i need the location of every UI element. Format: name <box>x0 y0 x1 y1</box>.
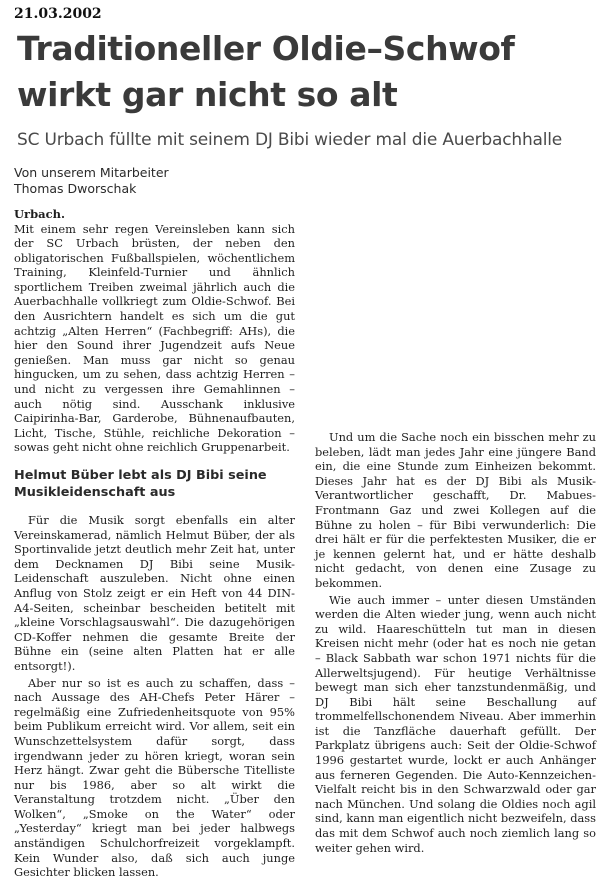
article-date: 21.03.2002 <box>14 6 102 22</box>
dateline: Urbach. <box>14 207 65 221</box>
headline-line-2: wirkt gar nicht so alt <box>17 75 398 114</box>
paragraph-music: Für die Musik sorgt ebenfalls ein alter Vereinskamerad, nämlich Helmut Büber, der als Sportinvalide jetzt deutlich mehr Zeit hat, unter dem Decknamen DJ Bibi seine Musik-Leidenschaft auszuleben. Nicht ohne einen Anflug von Stolz zeigt er ein Heft von 44 DIN-A4-Seiten, scheinbar bescheiden betitelt mit „kleine Vorschlagsauswahl“. Die dazugehörigen CD-Koffer nehmen die gesamte Breite der Bühne ein (seine alten Platten hat er alle entsorgt!). <box>14 513 295 673</box>
headline-line-1: Traditioneller Oldie–Schwof <box>17 29 515 68</box>
article-column-right <box>315 165 596 855</box>
byline-line-1: Von unserem Mitarbeiter <box>14 165 169 180</box>
byline-author: Thomas Dworschak <box>14 181 137 196</box>
section-subheading: Helmut Büber lebt als DJ Bibi seine Musikleidenschaft aus <box>14 468 267 500</box>
paragraph-intro: Mit einem sehr regen Vereinsleben kann sich der SC Urbach brüsten, der neben den obligatorischen Fußballspielen, wöchentlichem Training, Kleinfeld-Turnier und ähnlich sportlichem Treiben zweimal jährlich auch die Auerbachhalle vollkriegt zum Oldie-Schwof. Bei den Ausrichtern handelt es sich um die gut achtzig „Alten Herren“ (Fachbegriff: AHs), die hier den Sound ihrer Jugendzeit aufs Neue genießen. Man muss gar nicht so genau hingucken, um zu sehen, dass achtzig Herren – und nicht zu vergessen ihre Gemahlinnen – auch nötig sind. Ausschank inklusive Caipirinha-Bar, Garderobe, Bühnenaufbauten, Licht, Tische, Stühle, reichliche Dekoration – sowas geht nicht ohne reichlich Gruppenarbeit. <box>14 221 295 455</box>
paragraph-closing: Wie auch immer – unter diesen Umständen werden die Alten wieder jung, wenn auch nicht zu wild. Haareschütteln tut man in diesen Kreisen nicht mehr (oder hat es noch nie getan – Black Sabbath war schon 1971 nichts für die Allerweltsjugend). Für heutige Verhältnisse bewegt man sich eher tanzstundenmäßig, und DJ Bibi hält seine Beschallung auf trommelfellschonendem Niveau. Aber immerhin ist die Tanzfläche dauerhaft gefüllt. Der Parkplatz übrigens auch: Seit der Oldie-Schwof 1996 gestartet wurde, lockt er auch Anhänger aus ferneren Gegenden. Die Auto-Kennzeichen-Vielfalt reicht bis in den Schwarzwald oder gar nach München. Und solang die Oldies noch agil sind, kann man eigentlich nicht bezweifeln, dass das mit dem Schwof auch noch ziemlich lang so weiter gehen wird. <box>315 592 596 855</box>
paragraph-band: Und um die Sache noch ein bisschen mehr zu beleben, lädt man jedes Jahr eine jüngere Band ein, die eine Stunde zum Einheizen bekommt. Dieses Jahr hat es der DJ Bibi als Musik-Verantwortlicher geschafft, Dr. Mabues-Frontmann Gaz und zwei Kollegen auf die Bühne zu holen – für Bibi verwunderlich: Die drei hält er für die perfektesten Musiker, die er je kennen gelernt hat, und er hätte deshalb nicht gedacht, von denen eine Zusage zu bekommen. <box>315 430 596 590</box>
article-column-left <box>14 165 295 880</box>
headline <box>17 26 597 118</box>
byline <box>14 165 295 197</box>
subheadline: SC Urbach füllte mit seinem DJ Bibi wieder mal die Auerbachhalle <box>17 130 563 150</box>
paragraph-quota: Aber nur so ist es auch zu schaffen, dass – nach Aussage des AH-Chefs Peter Härer – regelmäßig eine Zufriedenheitsquote von 95% beim Publikum erreicht wird. Vor allem, seit ein Wunschzettelsystem dafür sorgt, dass irgendwann jeder zu hören kriegt, woran sein Herz hängt. Zwar geht die Bübersche Titelliste nur bis 1986, aber so alt wirkt die Veranstaltung trotzdem nicht. „Über den Wolken“, „Smoke on the Water“ oder „Yesterday“ kriegt man bei jeder halbwegs anständigen Schulchorfreizeit vorgeklampft. Kein Wunder also, daß sich auch junge Gesichter blicken lassen. <box>14 675 295 880</box>
